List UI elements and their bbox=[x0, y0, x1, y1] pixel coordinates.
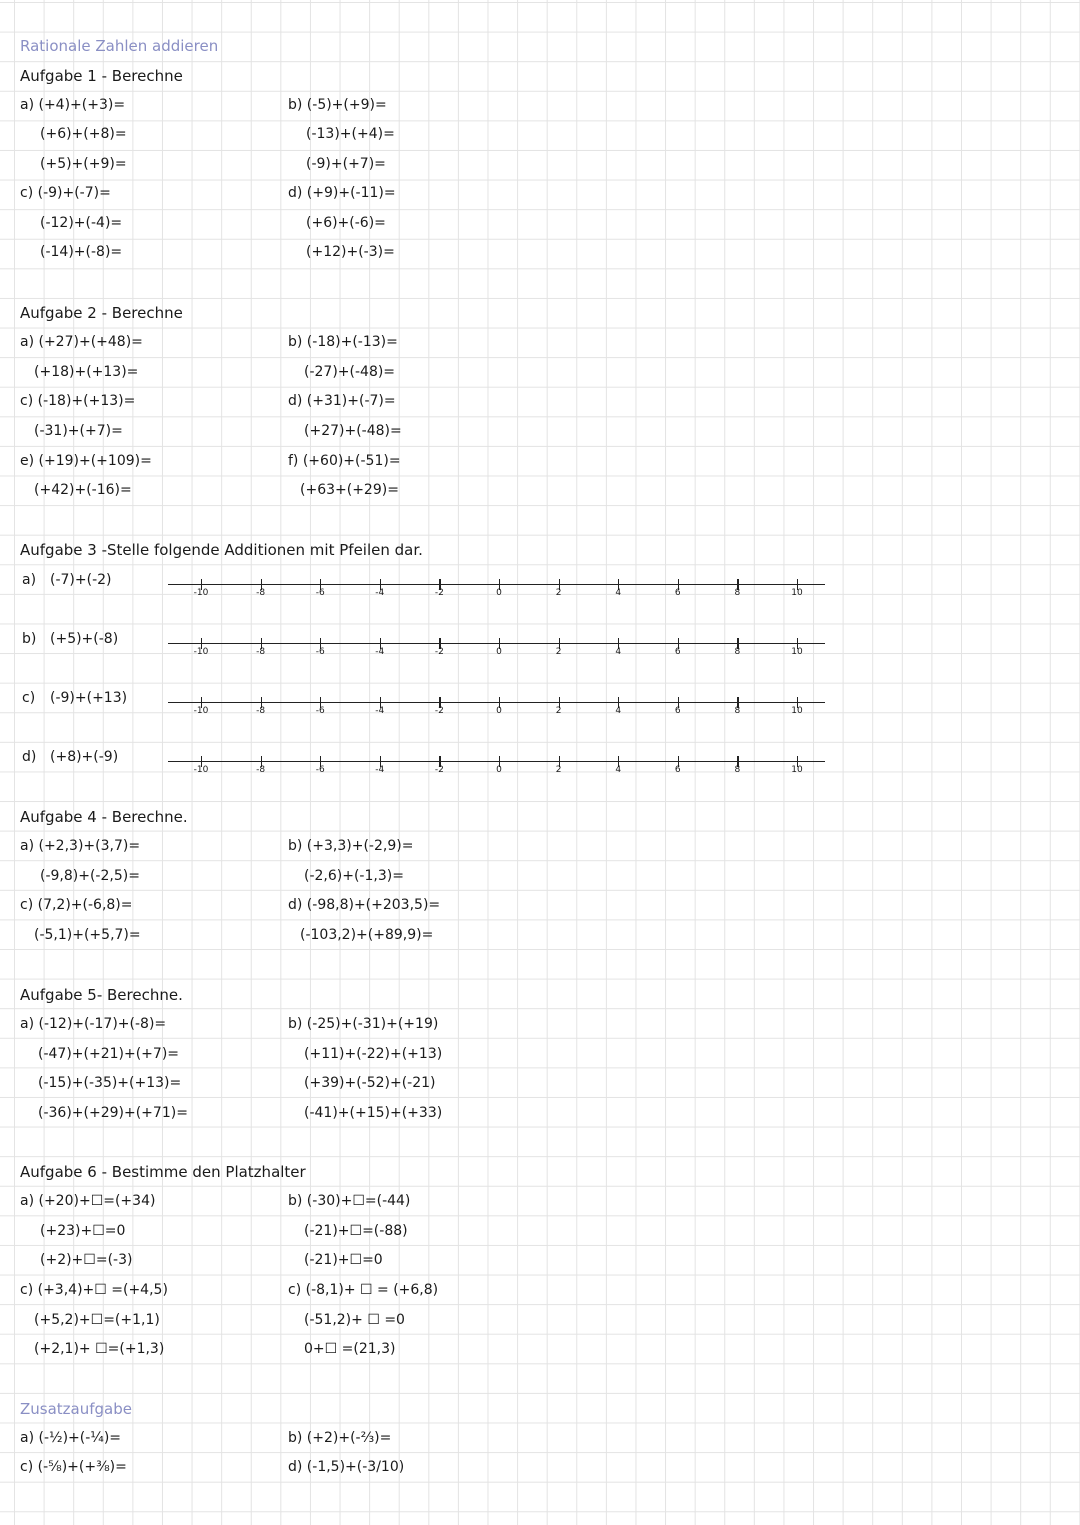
task-5-left-line: a) (-12)+(-17)+(-8)= bbox=[20, 1016, 167, 1032]
task-6-left-line: c) (+3,4)+☐ =(+4,5) bbox=[20, 1282, 168, 1298]
task-2-right-line: (+27)+(-48)= bbox=[304, 423, 402, 439]
task-6-left-line: a) (+20)+☐=(+34) bbox=[20, 1193, 156, 1209]
task-3-expr-c: (-9)+(+13) bbox=[50, 690, 128, 706]
number-line-tick-label: -2 bbox=[434, 706, 444, 716]
number-line-tick-label: 0 bbox=[496, 765, 502, 775]
task-6-right-line: (-21)+☐=(-88) bbox=[304, 1223, 408, 1239]
task-1-left-line: (+5)+(+9)= bbox=[40, 156, 127, 172]
task-1-left-line: (-12)+(-4)= bbox=[40, 215, 123, 231]
number-line-tick-label: -6 bbox=[315, 706, 325, 716]
number-line-tick-label: 2 bbox=[555, 765, 562, 775]
task-5-right-line: b) (-25)+(-31)+(+19) bbox=[288, 1016, 439, 1032]
task-6-heading: Aufgabe 6 - Bestimme den Platzhalter bbox=[20, 1163, 306, 1181]
number-line-tick-label: 10 bbox=[791, 706, 803, 716]
task-4-left-line: (-9,8)+(-2,5)= bbox=[40, 868, 140, 884]
number-line-tick-label: 2 bbox=[555, 588, 562, 598]
task-3-label-c: c) bbox=[22, 690, 36, 706]
number-line-tick-label: -2 bbox=[434, 765, 444, 775]
task-6-right-line: (-51,2)+ ☐ =0 bbox=[304, 1312, 405, 1328]
task-2-left-line: e) (+19)+(+109)= bbox=[20, 453, 152, 469]
task-2-right-line: (+63+(+29)= bbox=[300, 482, 399, 498]
task-2-left-line: c) (-18)+(+13)= bbox=[20, 393, 136, 409]
number-line-tick-label: -4 bbox=[375, 765, 385, 775]
number-line-tick-label: 6 bbox=[674, 647, 681, 657]
number-line-tick-label: 4 bbox=[615, 765, 622, 775]
task-6-right-line: c) (-8,1)+ ☐ = (+6,8) bbox=[288, 1282, 439, 1298]
task-4-left-line: (-5,1)+(+5,7)= bbox=[34, 927, 141, 943]
number-line-tick-label: 6 bbox=[674, 765, 681, 775]
task-6-left-line: (+5,2)+☐=(+1,1) bbox=[34, 1312, 160, 1328]
number-line-tick-label: -10 bbox=[193, 647, 209, 657]
number-line-tick-label: 0 bbox=[496, 588, 502, 598]
number-line-tick-label: -6 bbox=[315, 647, 325, 657]
number-line-axis bbox=[168, 643, 825, 644]
number-line-tick-label: -8 bbox=[256, 765, 266, 775]
number-line-tick-label: -4 bbox=[375, 588, 385, 598]
task-5-left-line: (-36)+(+29)+(+71)= bbox=[38, 1105, 188, 1121]
number-line bbox=[168, 639, 825, 659]
task-1-left-line: c) (-9)+(-7)= bbox=[20, 185, 111, 201]
task-4-right-line: b) (+3,3)+(-2,9)= bbox=[288, 838, 414, 854]
number-line-tick-label: 4 bbox=[615, 647, 622, 657]
task-5-heading: Aufgabe 5- Berechne. bbox=[20, 986, 183, 1004]
number-line-tick-label: -6 bbox=[315, 588, 325, 598]
task-4-right-line: (-103,2)+(+89,9)= bbox=[300, 927, 434, 943]
task-1-right-line: (+12)+(-3)= bbox=[306, 244, 395, 260]
task-4-left-line: c) (7,2)+(-6,8)= bbox=[20, 897, 133, 913]
bonus-task-line: d) (-1,5)+(-3/10) bbox=[288, 1459, 405, 1475]
number-line-tick-label: 10 bbox=[791, 647, 803, 657]
task-1-heading: Aufgabe 1 - Berechne bbox=[20, 67, 183, 85]
number-line-tick-label: 2 bbox=[555, 706, 562, 716]
task-1-right-line: b) (-5)+(+9)= bbox=[288, 97, 387, 113]
number-line-tick-label: 4 bbox=[615, 588, 622, 598]
task-6-left-line: (+2,1)+ ☐=(+1,3) bbox=[34, 1341, 165, 1357]
task-2-left-line: a) (+27)+(+48)= bbox=[20, 334, 143, 350]
number-line-tick-label: -2 bbox=[434, 647, 444, 657]
page-title: Rationale Zahlen addieren bbox=[20, 37, 219, 55]
task-2-right-line: d) (+31)+(-7)= bbox=[288, 393, 396, 409]
task-2-right-line: f) (+60)+(-51)= bbox=[288, 453, 401, 469]
task-2-right-line: b) (-18)+(-13)= bbox=[288, 334, 398, 350]
task-3-expr-d: (+8)+(-9) bbox=[50, 749, 119, 765]
task-6-right-line: (-21)+☐=0 bbox=[304, 1252, 383, 1268]
task-2-left-line: (-31)+(+7)= bbox=[34, 423, 123, 439]
task-6-right-line: 0+☐ =(21,3) bbox=[304, 1341, 396, 1357]
bonus-task-line: b) (+2)+(-⅔)= bbox=[288, 1430, 392, 1446]
task-1-right-line: (-9)+(+7)= bbox=[306, 156, 386, 172]
task-4-right-line: (-2,6)+(-1,3)= bbox=[304, 868, 404, 884]
number-line-tick-label: -8 bbox=[256, 706, 266, 716]
number-line-tick-label: 10 bbox=[791, 765, 803, 775]
number-line-tick-label: 4 bbox=[615, 706, 622, 716]
task-5-right-line: (+39)+(-52)+(-21) bbox=[304, 1075, 436, 1091]
task-4-right-line: d) (-98,8)+(+203,5)= bbox=[288, 897, 441, 913]
number-line-tick-label: -10 bbox=[193, 588, 209, 598]
task-1-left-line: (-14)+(-8)= bbox=[40, 244, 123, 260]
task-3-heading: Aufgabe 3 -Stelle folgende Additionen mit Pfeilen dar. bbox=[20, 541, 423, 559]
number-line-tick-label: 0 bbox=[496, 706, 502, 716]
task-1-left-line: a) (+4)+(+3)= bbox=[20, 97, 126, 113]
task-2-heading: Aufgabe 2 - Berechne bbox=[20, 304, 183, 322]
number-line-tick-label: -2 bbox=[434, 588, 444, 598]
bonus-task-line: a) (-½)+(-¼)= bbox=[20, 1430, 122, 1446]
task-3-expr-a: (-7)+(-2) bbox=[50, 572, 112, 588]
number-line-tick-label: 8 bbox=[734, 765, 741, 775]
bonus-task-heading: Zusatzaufgabe bbox=[20, 1400, 132, 1418]
bonus-task-line: c) (-⅝)+(+⅜)= bbox=[20, 1459, 127, 1475]
task-6-right-line: b) (-30)+☐=(-44) bbox=[288, 1193, 411, 1209]
task-5-left-line: (-15)+(-35)+(+13)= bbox=[38, 1075, 182, 1091]
number-line-tick-label: 8 bbox=[734, 706, 741, 716]
task-5-right-line: (+11)+(-22)+(+13) bbox=[304, 1046, 443, 1062]
number-line-tick-label: 6 bbox=[674, 706, 681, 716]
number-line-tick-label: -10 bbox=[193, 765, 209, 775]
number-line-tick-label: -6 bbox=[315, 765, 325, 775]
number-line-tick-label: -10 bbox=[193, 706, 209, 716]
number-line-tick-label: -4 bbox=[375, 706, 385, 716]
task-2-left-line: (+18)+(+13)= bbox=[34, 364, 139, 380]
number-line-axis bbox=[168, 584, 825, 585]
number-line-tick-label: 8 bbox=[734, 647, 741, 657]
task-3-label-a: a) bbox=[22, 572, 37, 588]
number-line-tick-label: -8 bbox=[256, 647, 266, 657]
task-3-label-b: b) bbox=[22, 631, 37, 647]
number-line bbox=[168, 580, 825, 600]
number-line-tick-label: 6 bbox=[674, 588, 681, 598]
number-line bbox=[168, 698, 825, 718]
task-6-left-line: (+23)+☐=0 bbox=[40, 1223, 126, 1239]
task-4-heading: Aufgabe 4 - Berechne. bbox=[20, 808, 188, 826]
number-line-tick-label: 8 bbox=[734, 588, 741, 598]
task-1-right-line: (-13)+(+4)= bbox=[306, 126, 395, 142]
task-2-left-line: (+42)+(-16)= bbox=[34, 482, 132, 498]
task-6-left-line: (+2)+☐=(-3) bbox=[40, 1252, 133, 1268]
task-3-expr-b: (+5)+(-8) bbox=[50, 631, 119, 647]
task-1-left-line: (+6)+(+8)= bbox=[40, 126, 127, 142]
number-line-tick-label: 0 bbox=[496, 647, 502, 657]
number-line bbox=[168, 757, 825, 777]
task-1-right-line: d) (+9)+(-11)= bbox=[288, 185, 396, 201]
task-5-right-line: (-41)+(+15)+(+33) bbox=[304, 1105, 443, 1121]
number-line-axis bbox=[168, 761, 825, 762]
number-line-tick-label: -8 bbox=[256, 588, 266, 598]
number-line-tick-label: -4 bbox=[375, 647, 385, 657]
task-2-right-line: (-27)+(-48)= bbox=[304, 364, 396, 380]
task-5-left-line: (-47)+(+21)+(+7)= bbox=[38, 1046, 180, 1062]
number-line-tick-label: 10 bbox=[791, 588, 803, 598]
task-3-label-d: d) bbox=[22, 749, 37, 765]
task-4-left-line: a) (+2,3)+(3,7)= bbox=[20, 838, 141, 854]
number-line-axis bbox=[168, 702, 825, 703]
task-1-right-line: (+6)+(-6)= bbox=[306, 215, 386, 231]
number-line-tick-label: 2 bbox=[555, 647, 562, 657]
